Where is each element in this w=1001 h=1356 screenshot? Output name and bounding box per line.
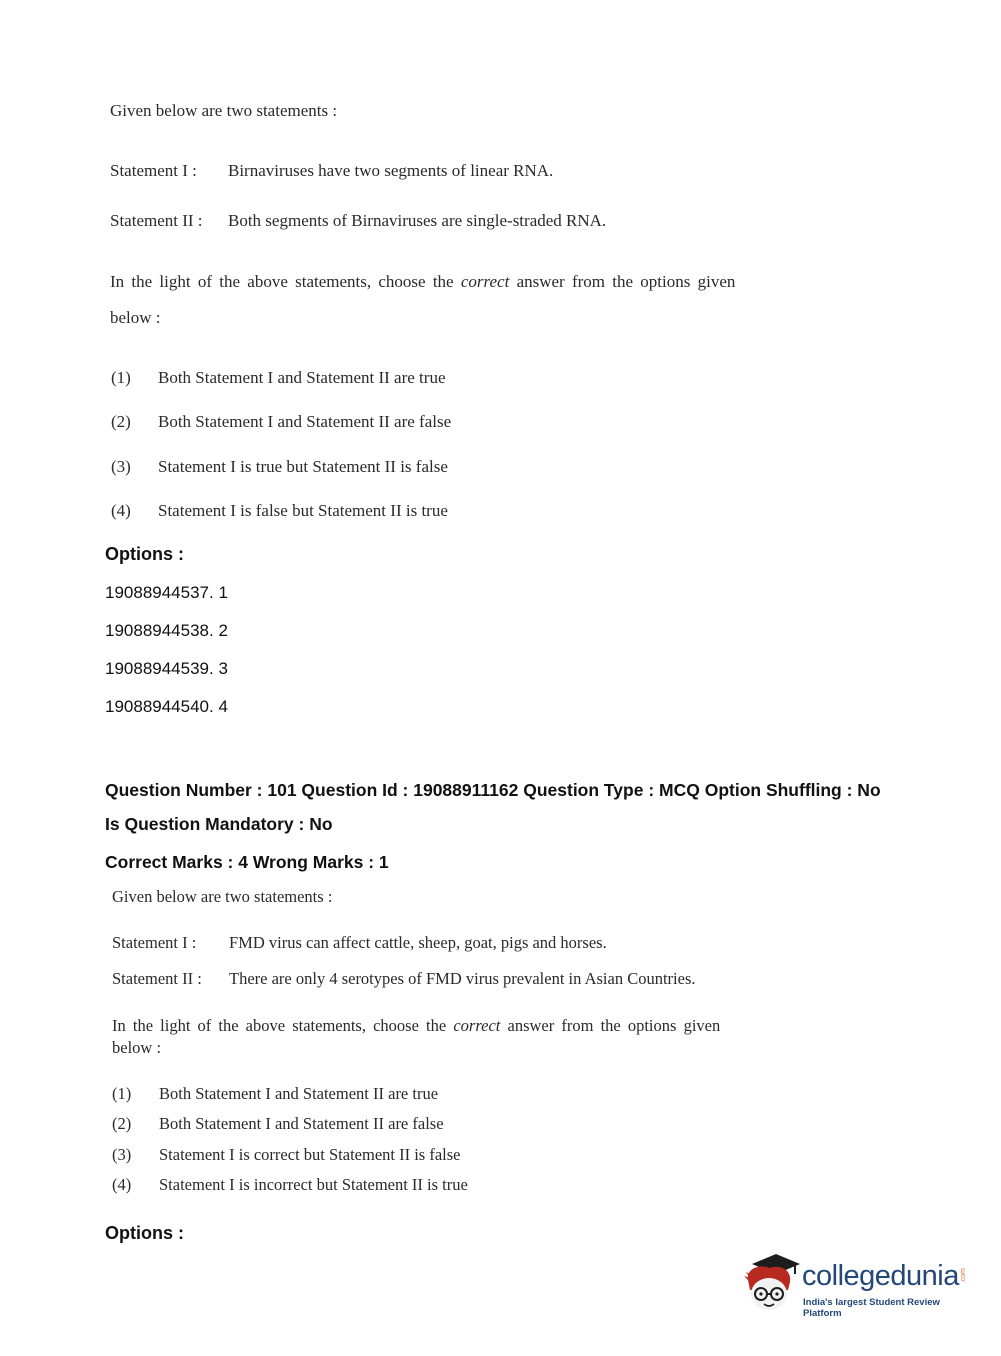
- statement-2-text: Both segments of Birnaviruses are single-straded RNA.: [228, 211, 607, 230]
- choice-text: Statement I is false but Statement II is true: [158, 501, 448, 520]
- question-meta-line-2: Is Question Mandatory : No: [105, 814, 333, 834]
- question-meta-line-3: Correct Marks : 4 Wrong Marks : 1: [105, 852, 389, 872]
- prompt-part-a: In the light of the above statements, choose the: [110, 272, 461, 291]
- prompt-emphasis: correct: [460, 272, 510, 291]
- choice-text: Both Statement I and Statement II are true: [158, 368, 446, 387]
- statement-1-text: Birnaviruses have two segments of linear RNA.: [228, 161, 554, 180]
- choice-number: (2): [112, 1114, 132, 1133]
- prompt-part-a: In the light of the above statements, choose the: [112, 1016, 454, 1035]
- statement-2-text: There are only 4 serotypes of FMD virus prevalent in Asian Countries.: [229, 969, 696, 988]
- statement-1-label: Statement I :: [112, 933, 197, 952]
- option-item: 19088944539. 3: [105, 659, 228, 678]
- choice-number: (1): [112, 1084, 132, 1103]
- prompt-part-b: answer from the options given: [509, 272, 736, 291]
- prompt-line: [112, 1016, 720, 1036]
- mascot-icon: [742, 1250, 802, 1320]
- statement-2-label: Statement II :: [110, 211, 203, 230]
- prompt-emphasis: correct: [453, 1016, 501, 1035]
- prompt-line: [110, 272, 735, 292]
- choice-text: Statement I is correct but Statement II is false: [159, 1145, 461, 1164]
- intro-text: Given below are two statements :: [112, 887, 333, 906]
- choice-text: Both Statement I and Statement II are false: [159, 1114, 444, 1133]
- prompt-line-2: below :: [110, 308, 161, 327]
- choice-text: Both Statement I and Statement II are false: [158, 412, 452, 431]
- statement-1-label: Statement I :: [110, 161, 197, 180]
- choice-text: Statement I is incorrect but Statement II is true: [159, 1175, 468, 1194]
- option-item: 19088944537. 1: [105, 583, 228, 602]
- logo-com: .com: [960, 1268, 967, 1284]
- options-title: Options :: [105, 544, 184, 564]
- intro-text: Given below are two statements :: [110, 101, 338, 120]
- option-item: 19088944538. 2: [105, 621, 228, 640]
- collegedunia-logo: [742, 1250, 972, 1320]
- choice-number: (2): [111, 412, 131, 431]
- choice-number: (4): [112, 1175, 132, 1194]
- choice-number: (1): [111, 368, 131, 387]
- choice-number: (3): [112, 1145, 132, 1164]
- logo-wordmark: collegedunia: [802, 1260, 959, 1292]
- choice-text: Statement I is true but Statement II is false: [158, 457, 448, 476]
- choice-number: (4): [111, 501, 131, 520]
- statement-1-text: FMD virus can affect cattle, sheep, goat, pigs and horses.: [229, 933, 607, 952]
- logo-tagline: India's largest Student Review Platform: [803, 1297, 940, 1319]
- options-title: Options :: [105, 1223, 184, 1243]
- option-item: 19088944540. 4: [105, 697, 228, 716]
- choice-text: Both Statement I and Statement II are true: [159, 1084, 439, 1103]
- prompt-part-b: answer from the options given: [500, 1016, 721, 1035]
- choice-number: (3): [111, 457, 131, 476]
- question-meta-line-1: Question Number : 101 Question Id : 19088911162 Question Type : MCQ Option Shuffling : No: [105, 780, 881, 800]
- statement-2-label: Statement II :: [112, 969, 202, 988]
- prompt-line-2: below :: [112, 1038, 162, 1057]
